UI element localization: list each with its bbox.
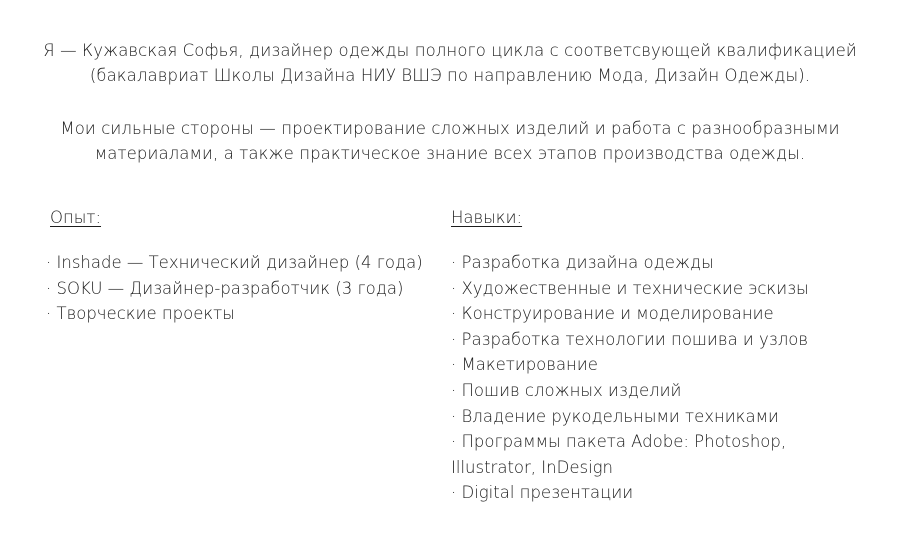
intro-paragraph-1 bbox=[0, 38, 900, 88]
skill-item: · Digital презентации bbox=[451, 483, 634, 503]
intro-line: материалами, а также практическое знание всех этапов производства одежды. bbox=[94, 144, 806, 163]
skill-item: · Макетирование bbox=[451, 355, 598, 375]
experience-item: · Inshade — Технический дизайнер (4 года) bbox=[46, 253, 423, 272]
skill-item-continuation: Illustrator, InDesign bbox=[451, 457, 614, 477]
skill-item: · Художественные и технические эскизы bbox=[451, 278, 809, 298]
skill-item: · Конструирование и моделирование bbox=[451, 304, 774, 324]
intro-line: (бакалавриат Школы Дизайна НИУ ВШЭ по направлению Мода, Дизайн Одежды). bbox=[89, 66, 811, 85]
skill-item: · Владение рукодельными техниками bbox=[451, 406, 779, 426]
skill-item: · Разработка дизайна одежды bbox=[451, 253, 714, 272]
intro-line: Мои сильные стороны — проектирование сложных изделий и работа с разнообразными bbox=[60, 119, 840, 138]
experience-item: · Творческие проекты bbox=[46, 304, 235, 324]
intro-line: Я — Кужавская Софья, дизайнер одежды полного цикла с соответсвующей квалификацией bbox=[43, 41, 857, 60]
skills-heading: Навыки: bbox=[451, 208, 523, 227]
intro-paragraph-2 bbox=[0, 116, 900, 166]
skills-list bbox=[451, 250, 809, 506]
experience-heading: Опыт: bbox=[50, 208, 102, 227]
experience-item: · SOKU — Дизайнер-разработчик (3 года) bbox=[46, 278, 404, 298]
skill-item: · Программы пакета Adobe: Photoshop, bbox=[451, 432, 787, 452]
experience-list bbox=[46, 250, 423, 327]
skill-item: · Пошив сложных изделий bbox=[451, 380, 682, 400]
skill-item: · Разработка технологии пошива и узлов bbox=[451, 329, 809, 349]
